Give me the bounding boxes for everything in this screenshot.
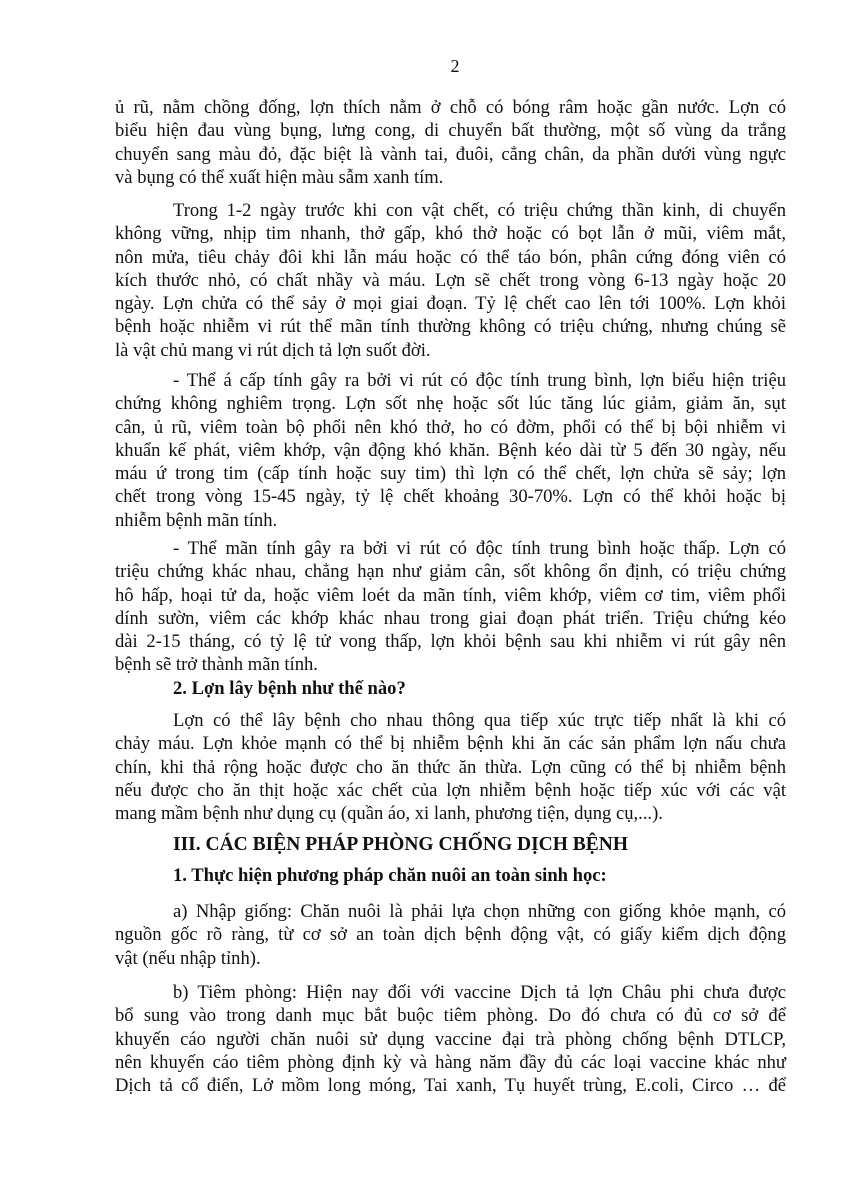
text-line: - Thể mãn tính gây ra bởi vi rút có độc tính trung bình hoặc thấp. Lợn có — [173, 538, 786, 559]
text-line: ngày. Lợn chửa có thể sảy ở mọi giai đoạn. Tỷ lệ chết cao lên tới 100%. Lợn khỏi — [115, 293, 786, 315]
text-line: a) Nhập giống: Chăn nuôi là phải lựa chọn những con giống khỏe mạnh, có — [173, 901, 786, 922]
text-line: nhiễm bệnh mãn tính. — [115, 509, 278, 531]
text-line: Dịch tả cổ điển, Lở mồm long móng, Tai xanh, Tụ huyết trùng, E.coli, Circo … để — [115, 1075, 786, 1097]
page-number: 2 — [450, 56, 460, 76]
paragraph-transmission — [115, 709, 786, 825]
text-line: mang mầm bệnh như dụng cụ (quần áo, xi lanh, phương tiện, dụng cụ,...). — [115, 803, 663, 825]
paragraph-subacute-form — [115, 369, 786, 532]
text-line: nguồn gốc rõ ràng, từ cơ sở an toàn dịch bệnh động vật, có giấy kiểm dịch động — [115, 924, 786, 946]
paragraph-breeding-stock — [115, 900, 786, 970]
heading-prevention-measures: III. CÁC BIỆN PHÁP PHÒNG CHỐNG DỊCH BỆNH — [173, 834, 629, 855]
text-line: vật (nếu nhập tỉnh). — [115, 947, 261, 969]
heading-biosecurity: 1. Thực hiện phương pháp chăn nuôi an toàn sinh học: — [173, 865, 607, 886]
text-line: hô hấp, hoại tử da, hoặc viêm loét da mãn tính, viêm khớp, viêm cơ tim, viêm phổi — [115, 584, 786, 606]
text-line: dính sườn, viêm các khớp khác nhau trong giai đoạn phát triển. Triệu chứng kéo — [115, 607, 786, 629]
paragraph-vaccination — [115, 981, 786, 1097]
text-line: nôn mửa, tiêu chảy đôi khi lẫn máu hoặc có thể táo bón, phân cứng đóng viên có — [115, 246, 786, 268]
text-line: là vật chủ mang vi rút dịch tả lợn suốt đời. — [115, 339, 431, 361]
text-line: nên khuyến cáo tiêm phòng định kỳ và hàng năm đầy đủ các loại vaccine khác như — [115, 1051, 786, 1073]
text-line: Lợn có thể lây bệnh cho nhau thông qua tiếp xúc trực tiếp nhất là khi có — [173, 710, 786, 731]
paragraph-symptoms-continued — [115, 96, 786, 189]
text-line: chảy máu. Lợn khỏe mạnh có thể bị nhiễm bệnh khi ăn các sản phẩm lợn nấu chưa — [115, 733, 786, 755]
text-line: biểu hiện đau vùng bụng, lưng cong, di chuyển bất thường, một số vùng da trắng — [115, 120, 786, 142]
text-line: b) Tiêm phòng: Hiện nay đối với vaccine Dịch tả lợn Châu phi chưa được — [173, 982, 786, 1003]
heading-transmission: 2. Lợn lây bệnh như thế nào? — [173, 678, 406, 699]
text-line: ủ rũ, nằm chồng đống, lợn thích nằm ở chỗ có bóng râm hoặc gần nước. Lợn có — [115, 97, 786, 118]
text-line: và bụng có thể xuất hiện màu sẫm xanh tím. — [115, 166, 444, 188]
text-line: không vững, nhịp tim nhanh, thở gấp, khó thở hoặc có bọt lẫn ở mũi, viêm mắt, — [115, 223, 786, 245]
text-line: nếu được cho ăn thịt hoặc xác chết của lợn nhiễm bệnh hoặc tiếp xúc với các vật — [115, 779, 786, 801]
text-line: khuẩn kế phát, viêm khớp, vận động khó khăn. Bệnh kéo dài từ 5 đến 30 ngày, nếu — [115, 439, 786, 461]
paragraph-chronic-form — [115, 537, 786, 677]
text-line: chết trong vòng 15-45 ngày, tỷ lệ chết khoảng 30-70%. Lợn có thể khỏi hoặc bị — [115, 486, 786, 508]
text-line: bệnh hoặc nhiễm vi rút thể mãn tính thường không có triệu chứng, nhưng chúng sẽ — [115, 316, 786, 338]
text-line: cân, ủ rũ, viêm toàn bộ phổi nên khó thở, ho có đờm, phổi có thể bị bội nhiễm vi — [115, 416, 786, 438]
text-line: kích thước nhỏ, có chất nhầy và máu. Lợn sẽ chết trong vòng 6-13 ngày hoặc 20 — [115, 269, 786, 291]
text-line: chuyển sang màu đỏ, đặc biệt là vành tai, đuôi, cẳng chân, da phần dưới vùng ngực — [115, 143, 786, 165]
text-line: bệnh sẽ trở thành mãn tính. — [115, 654, 318, 676]
paragraph-acute-final-days — [115, 199, 786, 362]
text-line: triệu chứng khác nhau, chẳng hạn như giảm cân, sốt không ổn định, có triệu chứng — [115, 561, 786, 583]
text-line: chín, khi thả rộng hoặc được cho ăn thức ăn thừa. Lợn cũng có thể bị nhiễm bệnh — [115, 756, 786, 778]
text-line: máu ứ trong tim (cấp tính hoặc suy tim) thì lợn có thể chết, lợn chửa sẽ sảy; lợn — [115, 463, 786, 485]
text-line: - Thể á cấp tính gây ra bởi vi rút có độc tính trung bình, lợn biểu hiện triệu — [173, 370, 786, 391]
text-line: chứng không nghiêm trọng. Lợn sốt nhẹ hoặc sốt lúc tăng lúc giảm, giảm ăn, sụt — [115, 393, 786, 415]
text-line: bổ sung vào trong danh mục bắt buộc tiêm phòng. Do đó chưa có đủ cơ sở để — [115, 1005, 786, 1027]
text-line: khuyến cáo người chăn nuôi sử dụng vaccine đại trà phòng chống bệnh DTLCP, — [115, 1028, 786, 1050]
text-line: dài 2-15 tháng, có tỷ lệ tử vong thấp, lợn khỏi bệnh sau khi nhiễm vi rút gây nên — [115, 631, 786, 653]
text-line: Trong 1-2 ngày trước khi con vật chết, có triệu chứng thần kinh, di chuyển — [173, 200, 786, 221]
